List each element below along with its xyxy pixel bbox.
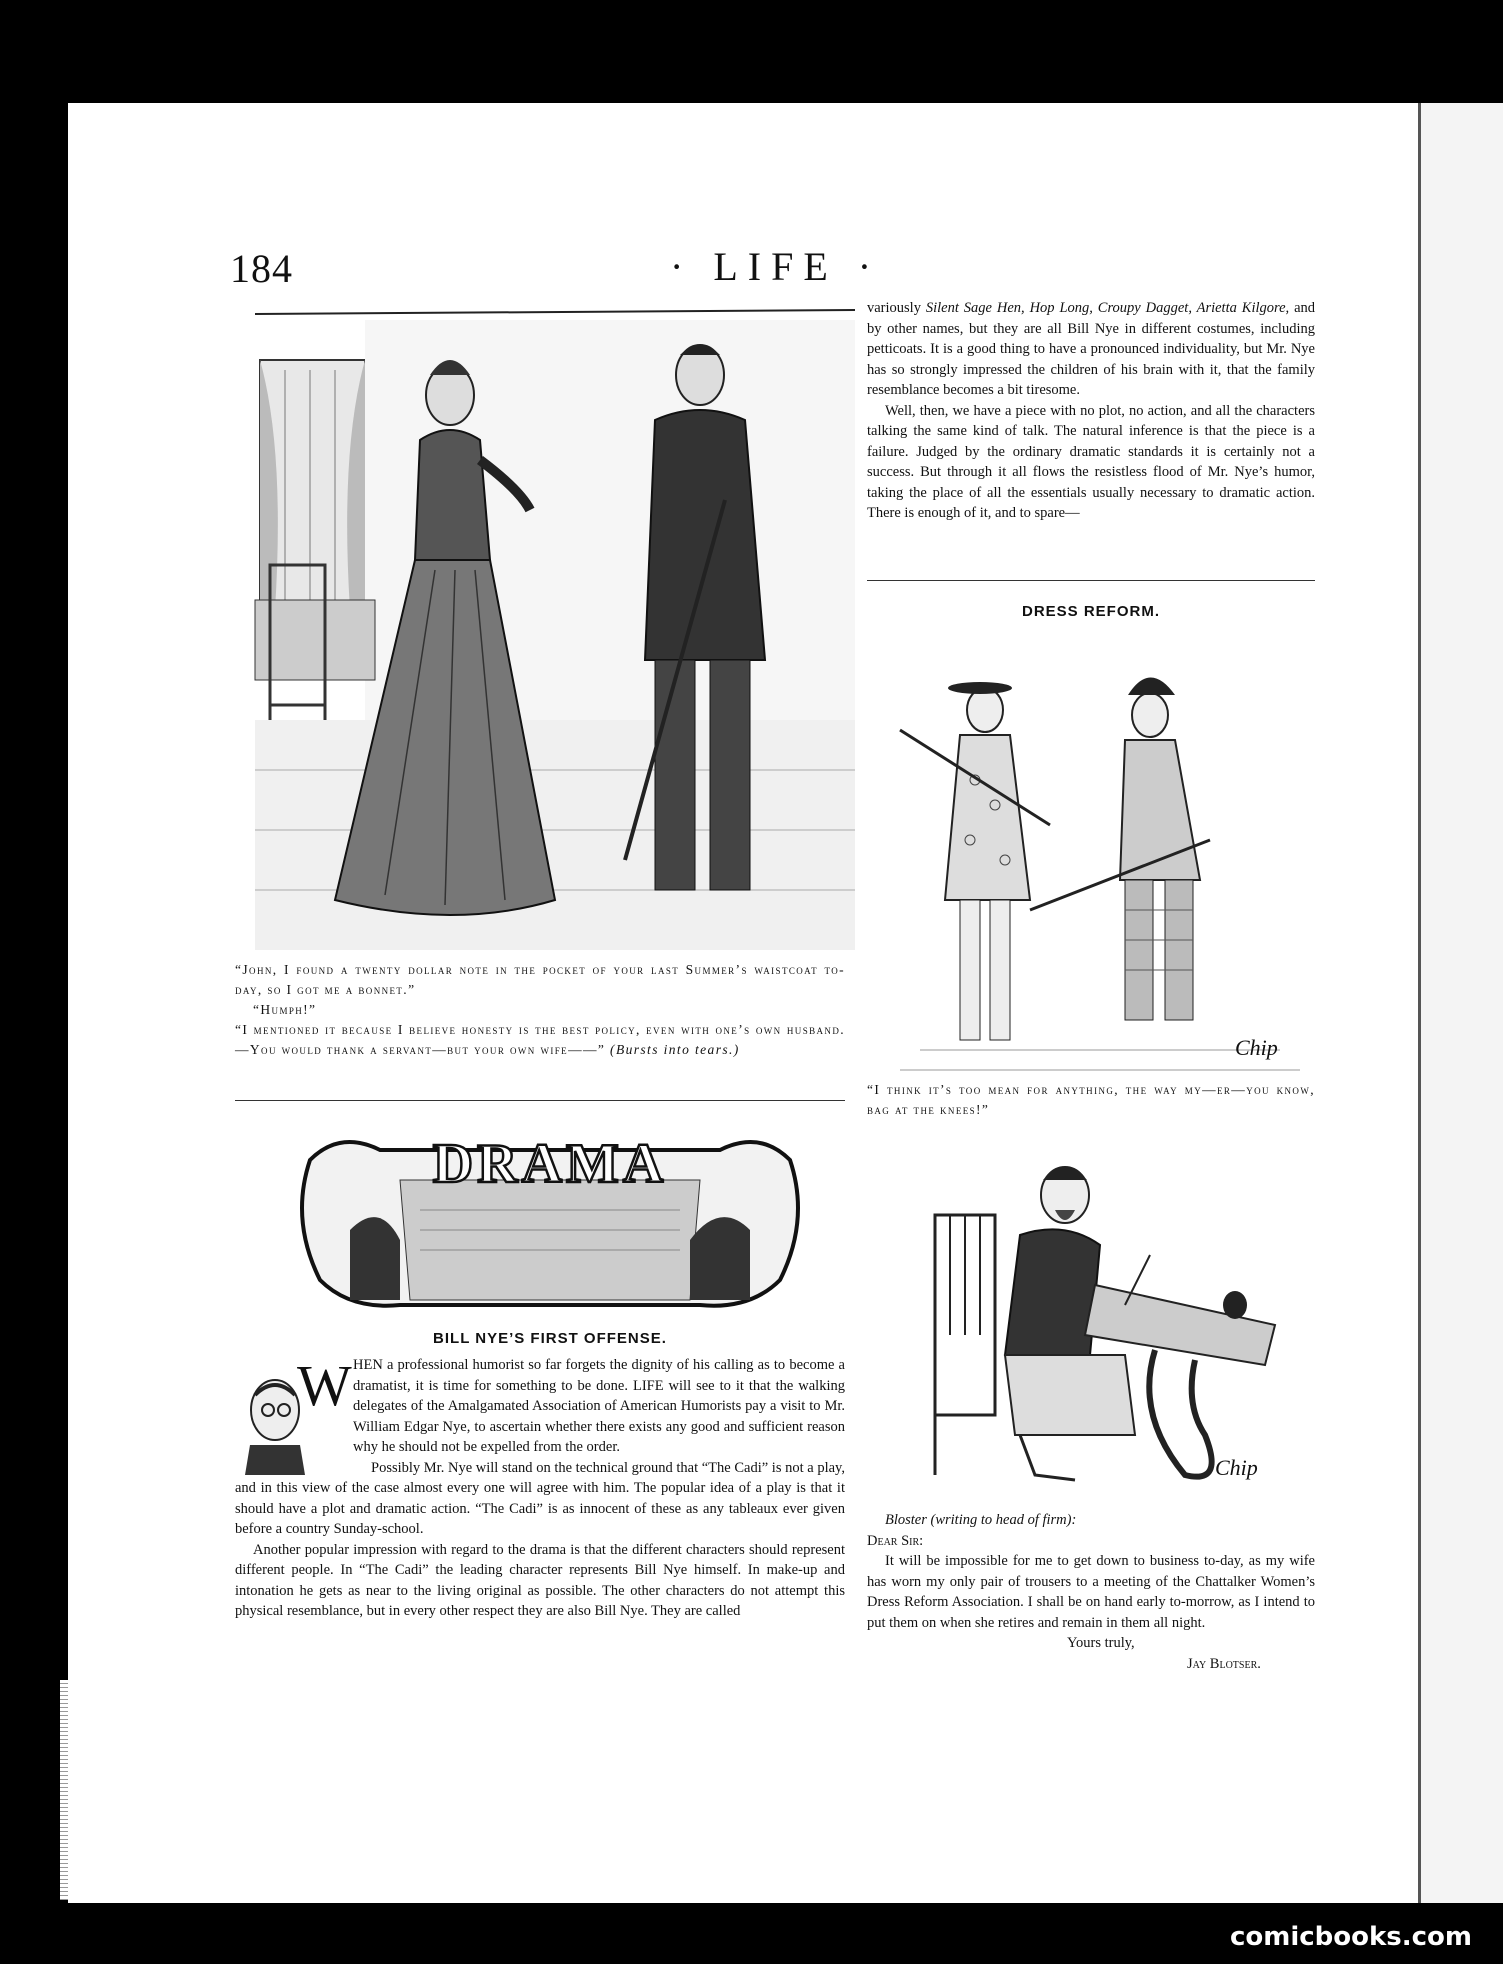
- dress-reform-signature: Chip: [1235, 1035, 1278, 1060]
- drama-banner: [290, 1120, 810, 1320]
- illustration-dress-reform: [880, 630, 1310, 1080]
- drama-article-body: [235, 1355, 845, 1622]
- letter-closing: Yours truly,: [1067, 1635, 1135, 1651]
- illustration-couple-caption: [235, 960, 845, 1060]
- drama-paragraph-2: Possibly Mr. Nye will stand on the technical ground that “The Cadi” is not a play, and in this view of the case almost every one will agree with him. The popular idea of a play is that it should have a plot and dramatic action. “The Cadi” is as innocent of these as any tableaux ever given before a country Sunday-school.: [235, 1459, 845, 1537]
- letter-intro-rest: (writing to head of firm):: [930, 1512, 1077, 1528]
- character-names: Silent Sage Hen, Hop Long, Croupy Dagget, Arietta Kilgore,: [925, 300, 1290, 316]
- page-number: 184: [230, 246, 293, 291]
- dropcap-caricature: [235, 1353, 352, 1475]
- caption-line-3: “I mentioned it because I believe honesty is the best policy, even with one’s own husband.—You would thank a servant—but your own wife——”: [235, 1022, 845, 1057]
- illustration-couple: [255, 300, 855, 950]
- letter-intro-name: Bloster: [885, 1512, 927, 1528]
- drama-banner-word: DRAMA: [432, 1133, 668, 1195]
- drama-paragraph-1: HEN a professional humorist so far forgets the dignity of his calling as to become a dramatist, it is time for something to be done. LIFE will see to it that the walking delegates of the Amalgamated Association of American Humorists pay a visit to Mr. William Edgar Nye, to ascertain whether there exists any good and sufficient reason why he should not be expelled from the order.: [353, 1357, 845, 1455]
- drama-article-title: BILL NYE’S FIRST OFFENSE.: [433, 1330, 667, 1347]
- dropcap-letter: W: [297, 1353, 352, 1418]
- right-column-divider: [867, 580, 1315, 581]
- letter-body: It will be impossible for me to get down to business to-day, as my wife has worn my only pair of trousers to a meeting of the Chattalker Women’s Dress Reform Association. I shall be on hand early to-morrow, as I intend to put them on when she retires and remain in them all night.: [867, 1553, 1315, 1631]
- illustration-writing-man: [925, 1135, 1285, 1495]
- watermark: comicbooks.com: [1229, 1922, 1472, 1952]
- letter-salutation: Dear Sir:: [867, 1532, 924, 1549]
- continued-post: and by other names, but they are all Bill Nye in different costumes, including petticoats. It is a good thing to have a pronounced individuality, but Mr. Nye has so strongly impressed the children of his brain with it, that the family resemblance becomes a bit tiresome.: [867, 300, 1316, 398]
- continued-pre: variously: [867, 300, 921, 316]
- drama-article-continued: [867, 298, 1315, 524]
- continued-paragraph-2: Well, then, we have a piece with no plot, no action, and all the characters talking the same kind of talk. The natural inference is that the piece is a failure. Judged by the ordinary dramatic standards it is certainly not a success. But through it all flows the resistless flood of Mr. Nye’s humor, taking the place of all the essentials usually necessary to dramatic action. There is enough of it, and to spare—: [867, 402, 1315, 521]
- writing-man-signature: Chip: [1215, 1455, 1258, 1480]
- section-divider: [235, 1100, 845, 1101]
- caption-line-1: “John, I found a twenty dollar note in the pocket of your last Summer’s waistcoat to-day, so I got me a bonnet.”: [235, 962, 845, 997]
- dress-reform-caption: “I think it’s too mean for anything, the way my—er—you know, bag at the knees!”: [867, 1082, 1315, 1117]
- letter-block: [867, 1510, 1315, 1674]
- caption-stage-direction: (Bursts into tears.): [610, 1042, 740, 1057]
- letter-signed: Jay Blotser.: [1187, 1655, 1261, 1672]
- drama-paragraph-3: Another popular impression with regard to the drama is that the different characters should represent different people. In “The Cadi” the leading character represents Bill Nye himself. In make-up and intonation he gets as near to the living original as possible. The other characters do not attempt this physical resemblance, but in every other respect they are also Bill Nye. They are called: [235, 1541, 845, 1619]
- caption-line-2: “Humph!”: [253, 1002, 317, 1017]
- dress-reform-title: DRESS REFORM.: [1021, 603, 1160, 620]
- masthead: · LIFE ·: [670, 244, 882, 289]
- adjacent-page-edge: [1418, 103, 1503, 1903]
